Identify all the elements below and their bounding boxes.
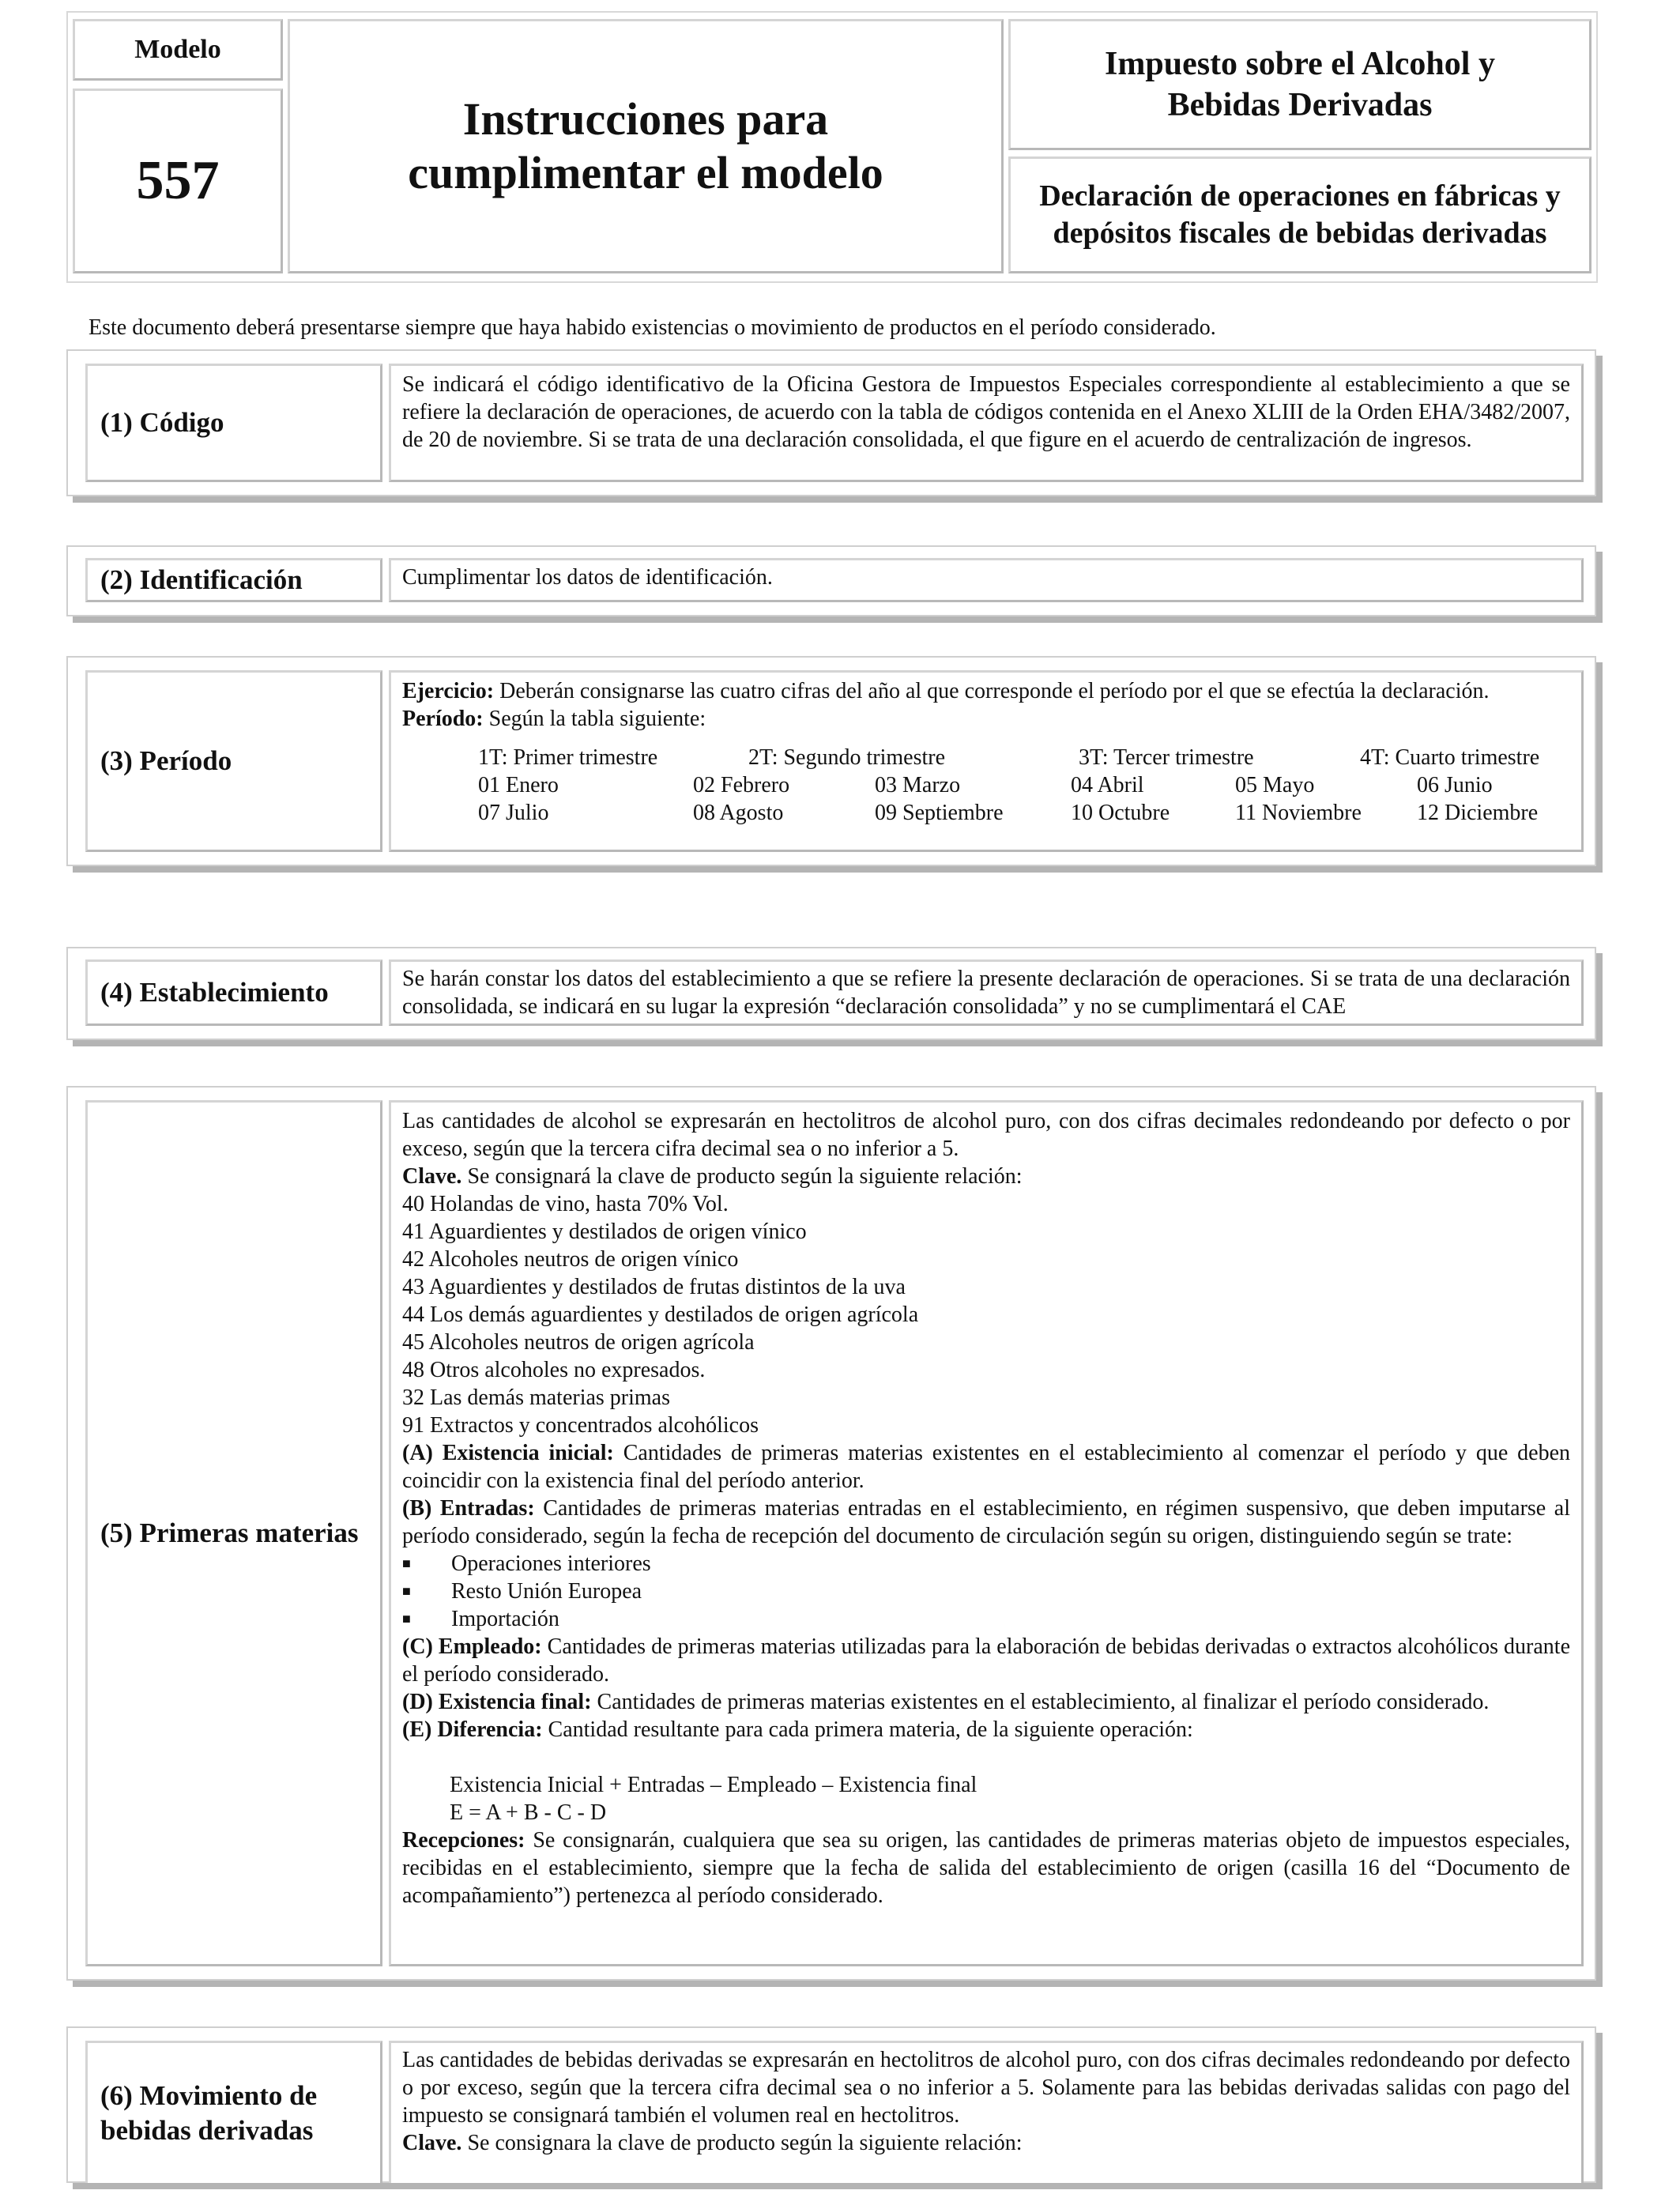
pm-c-label: (C) Empleado: (402, 1634, 542, 1659)
identificacion-label (85, 558, 382, 602)
pm-e-text: Cantidad resultante para cada primera materia, de la siguiente operación: (542, 1717, 1193, 1742)
pm-bullet-item (402, 1605, 1570, 1633)
pm-clave-item: 41 Aguardientes y destilados de origen vínico (402, 1220, 807, 1244)
bullet-icon: ■ (402, 1611, 411, 1627)
pm-b-text: Cantidades de primeras materias entradas en el establecimiento, en régimen suspensivo, que deben imputarse al período considerado, según la fecha de recepción del documento de circulación según su origen, distinguiendo según se trate: (402, 1496, 1570, 1548)
tax-title-text: Impuesto sobre el Alcohol y Bebidas Derivadas (1105, 46, 1495, 123)
periodo-sub-text: Según la tabla siguiente: (483, 707, 706, 731)
modelo-label-text: Modelo (134, 35, 221, 64)
pm-formula-equation: E = A + B - C - D (450, 1800, 607, 1825)
codigo-label (85, 364, 382, 482)
modelo-number-text: 557 (136, 150, 220, 211)
pm-recepciones-line (402, 1826, 1570, 1909)
page-title-text: Instrucciones para cumplimentar el modelo (408, 93, 883, 198)
pm-clave-item: 32 Las demás materias primas (402, 1385, 671, 1410)
trimestre-1: 1T: Primer trimestre (478, 745, 658, 770)
ejercicio-line (402, 677, 1570, 705)
identificacion-label-text: (2) Identificación (100, 564, 303, 595)
primeras-materias-label-text: (5) Primeras materias (100, 1517, 359, 1548)
modelo-number (73, 89, 283, 273)
periodo-sub-label: Período: (402, 707, 484, 731)
codigo-text-content: Se indicará el código identificativo de la Oficina Gestora de Impuestos Especiales correspondiente al establecimiento a que se refiere la declaración de operaciones, de acuerdo con la tabla de códigos contenida en el Anexo XLIII de la Orden EHA/3482/2007, de 20 de noviembre. Si se trata de una declaración consolidada, el que figure en el acuerdo de centralización de ingresos. (402, 372, 1570, 452)
pm-e-line (402, 1716, 1570, 1744)
mes: 03 Marzo (875, 773, 961, 797)
bullet-icon: ■ (402, 1583, 411, 1599)
pm-clave-item: 48 Otros alcoholes no expresados. (402, 1358, 706, 1382)
periodo-label (85, 670, 382, 852)
mes: 02 Febrero (693, 773, 790, 797)
mes: 05 Mayo (1235, 773, 1315, 797)
identificacion-text-content: Cumplimentar los datos de identificación. (402, 565, 773, 590)
pm-bullet-text: Resto Unión Europea (451, 1579, 642, 1604)
pm-bullet-item (402, 1578, 1570, 1605)
primeras-materias-text (389, 1100, 1584, 1966)
intro-text: Este documento deberá presentarse siempre que haya habido existencias o movimiento de productos en el período considerado. (89, 315, 1216, 340)
meses-row-1 (402, 771, 1570, 799)
periodo-line (402, 705, 1570, 733)
ejercicio-label: Ejercicio: (402, 679, 495, 703)
pm-intro: Las cantidades de alcohol se expresarán en hectolitros de alcohol puro, con dos cifras decimales redondeando por defecto o por exceso, según que la tercera cifra decimal sea o no inferior a 5. (402, 1109, 1570, 1161)
pm-bullet-text: Importación (451, 1607, 559, 1631)
trimestre-4: 4T: Cuarto trimestre (1360, 745, 1540, 770)
pm-d-label: (D) Existencia final: (402, 1690, 592, 1714)
pm-c-text: Cantidades de primeras materias utilizadas para la elaboración de bebidas derivadas o extractos alcohólicos durante el período considerado. (402, 1634, 1570, 1687)
mes: 01 Enero (478, 773, 559, 797)
establecimiento-label-text: (4) Establecimiento (100, 977, 329, 1008)
movimiento-clave-label: Clave. (402, 2131, 462, 2155)
identificacion-text (389, 558, 1584, 602)
primeras-materias-label (85, 1100, 382, 1966)
pm-a-label: (A) Existencia inicial: (402, 1441, 614, 1465)
movimiento-label-text: (6) Movimiento de bebidas derivadas (100, 2079, 318, 2146)
pm-d-text: Cantidades de primeras materias existentes en el establecimiento, al finalizar el período considerado. (591, 1690, 1490, 1714)
pm-clave-item: 42 Alcoholes neutros de origen vínico (402, 1247, 739, 1272)
pm-clave-item: 91 Extractos y concentrados alcohólicos (402, 1413, 759, 1438)
periodo-label-text: (3) Período (100, 745, 232, 776)
pm-bullet-text: Operaciones interiores (451, 1551, 651, 1576)
pm-formula-text: Existencia Inicial + Entradas – Empleado – Existencia final (450, 1773, 977, 1797)
mes: 09 Septiembre (875, 801, 1004, 825)
pm-d-line (402, 1688, 1570, 1716)
pm-bullet-item (402, 1550, 1570, 1578)
modelo-label (73, 19, 283, 81)
meses-row-2 (402, 799, 1570, 827)
movimiento-clave-text: Se consignara la clave de producto según la siguiente relación: (461, 2131, 1023, 2155)
pm-recepciones-text: Se consignarán, cualquiera que sea su origen, las cantidades de primeras materias objeto de impuestos especiales, recibidas en el establecimiento, siempre que la fecha de salida del establecimiento de origen (casilla 16 del “Documento de acompañamiento”) pertenezca al período considerado. (402, 1828, 1570, 1908)
trimestre-3: 3T: Tercer trimestre (1079, 745, 1254, 770)
page-title (288, 19, 1004, 273)
trimestre-2: 2T: Segundo trimestre (748, 745, 946, 770)
pm-e-label: (E) Diferencia: (402, 1717, 543, 1742)
ejercicio-text: Deberán consignarse las cuatro cifras del año al que corresponde el período por el que se efectúa la declaración. (494, 679, 1490, 703)
pm-a-line (402, 1439, 1570, 1495)
movimiento-clave-line (402, 2129, 1570, 2157)
mes: 04 Abril (1071, 773, 1144, 797)
mes: 07 Julio (478, 801, 549, 825)
declaration-title (1008, 156, 1591, 273)
pm-c-line (402, 1633, 1570, 1688)
movimiento-text-content: Las cantidades de bebidas derivadas se expresarán en hectolitros de alcohol puro, con dos cifras decimales redondeando por defecto o por exceso, según que la tercera cifra decimal sea o no inferior a 5. Solamente para las bebidas derivadas salidas con pago del impuesto se consignará también el volumen real en hectolitros. (402, 2048, 1570, 2128)
bullet-icon: ■ (402, 1555, 411, 1571)
pm-clave-item: 45 Alcoholes neutros de origen agrícola (402, 1330, 755, 1355)
codigo-text (389, 364, 1584, 482)
pm-clave-line (402, 1163, 1570, 1190)
pm-recepciones-label: Recepciones: (402, 1828, 525, 1853)
pm-clave-label: Clave. (402, 1164, 462, 1189)
mes: 11 Noviembre (1235, 801, 1362, 825)
mes: 08 Agosto (693, 801, 784, 825)
establecimiento-text-content: Se harán constar los datos del establecimiento a que se refiere la presente declaración de operaciones. Si se trata de una declaración consolidada, se indicará en su lugar la expresión “declaración consolidada” y no se cumplimentará el CAE (402, 967, 1570, 1019)
establecimiento-text (389, 959, 1584, 1026)
pm-b-line (402, 1495, 1570, 1550)
pm-clave-item: 44 Los demás aguardientes y destilados de origen agrícola (402, 1302, 919, 1327)
pm-clave-text: Se consignará la clave de producto según la siguiente relación: (461, 1164, 1023, 1189)
tax-title (1008, 19, 1591, 150)
pm-clave-item: 40 Holandas de vino, hasta 70% Vol. (402, 1192, 729, 1216)
mes: 12 Diciembre (1417, 801, 1539, 825)
periodo-text (389, 670, 1584, 852)
declaration-title-text: Declaración de operaciones en fábricas y depósitos fiscales de bebidas derivadas (1039, 179, 1561, 250)
mes: 10 Octubre (1071, 801, 1170, 825)
movimiento-text (389, 2041, 1584, 2183)
pm-clave-item: 43 Aguardientes y destilados de frutas distintos de la uva (402, 1275, 906, 1299)
movimiento-label (85, 2041, 382, 2183)
pm-b-label: (B) Entradas: (402, 1496, 535, 1521)
mes: 06 Junio (1417, 773, 1493, 797)
pm-a-text: Cantidades de primeras materias existentes en el establecimiento al comenzar el período y que deben coincidir con la existencia final del período anterior. (402, 1441, 1570, 1493)
codigo-label-text: (1) Código (100, 407, 224, 438)
trimestres-row (402, 744, 1570, 771)
establecimiento-label (85, 959, 382, 1026)
